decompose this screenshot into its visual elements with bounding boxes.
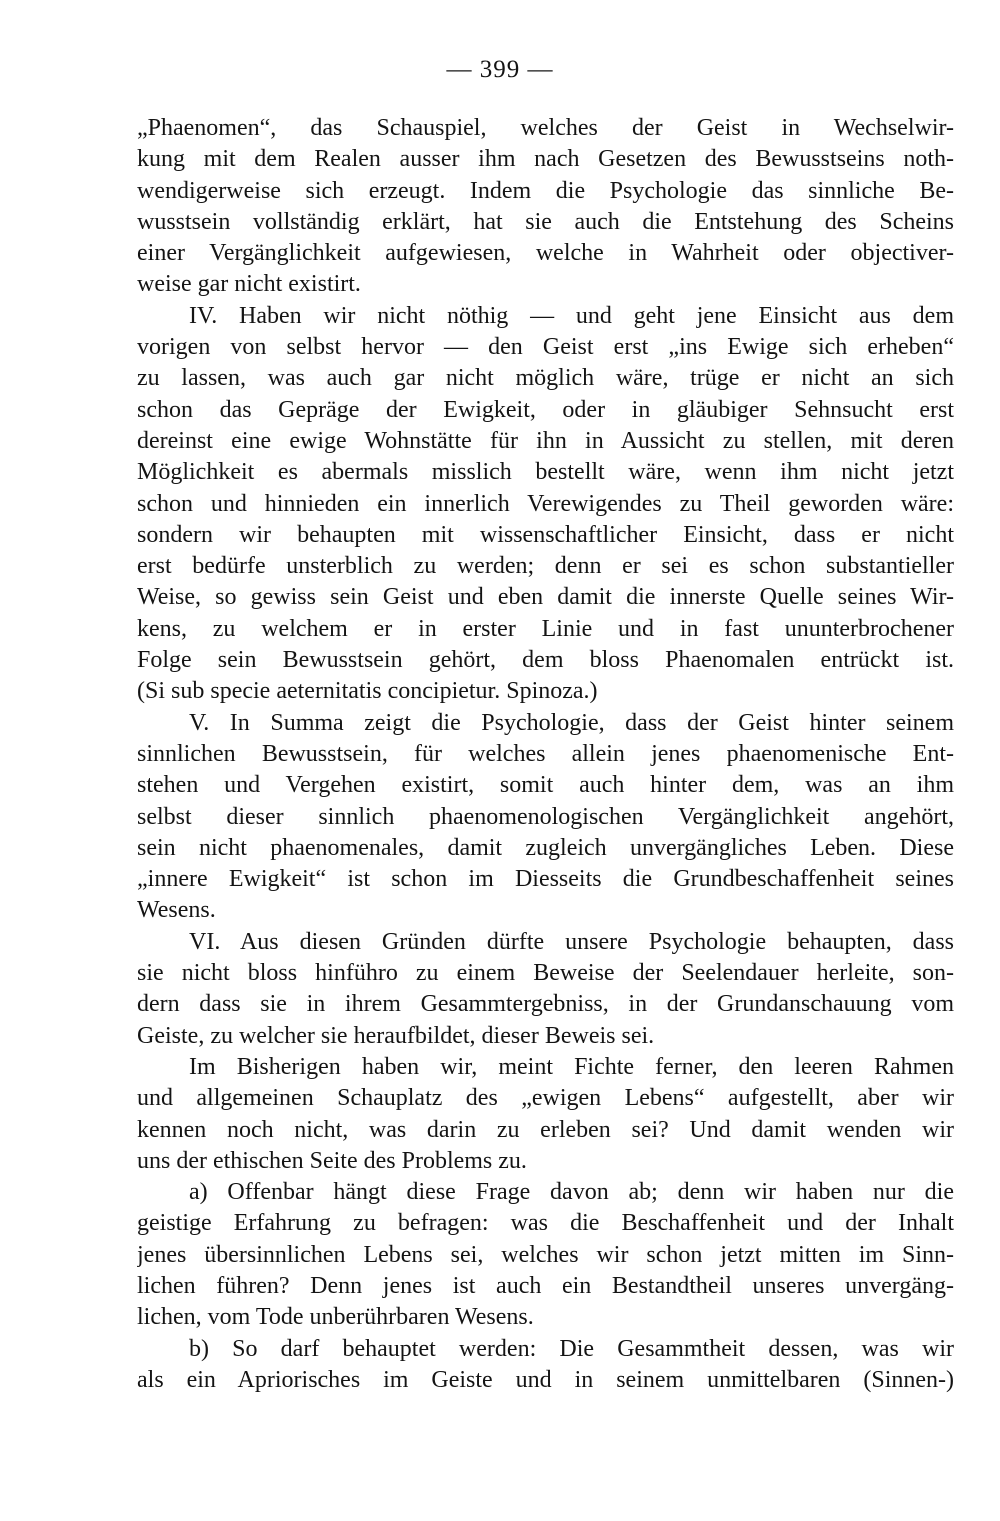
text-line: vorigen von selbst hervor — den Geist erst „ins Ewige sich erheben“ — [137, 334, 954, 361]
text-line: weise gar nicht existirt. — [137, 271, 361, 298]
text-line: b) So darf behauptet werden: Die Gesammtheit dessen, was wir — [189, 1335, 954, 1362]
text-line: V. In Summa zeigt die Psychologie, dass der Geist hinter seinem — [189, 709, 954, 736]
text-line: schon und hinnieden ein innerlich Verewigendes zu Theil geworden wäre: — [137, 490, 954, 517]
text-line: sie nicht bloss hinführo zu einem Beweise der Seelendauer herleite, son- — [137, 960, 954, 987]
text-line: jenes übersinnlichen Lebens sei, welches wir schon jetzt mitten im Sinn- — [137, 1241, 954, 1268]
text-line: lichen, vom Tode unberührbaren Wesens. — [137, 1304, 534, 1331]
text-line: Geiste, zu welcher sie heraufbildet, dieser Beweis sei. — [137, 1022, 655, 1049]
text-line: (Si sub specie aeternitatis concipietur. Spinoza.) — [137, 678, 598, 705]
text-line: und allgemeinen Schauplatz des „ewigen Lebens“ aufgestellt, aber wir — [137, 1085, 954, 1112]
text-line: kens, zu welchem er in erster Linie und in fast ununterbrochener — [137, 615, 954, 642]
text-line: wendigerweise sich erzeugt. Indem die Psychologie das sinnliche Be- — [137, 177, 954, 204]
text-line: IV. Haben wir nicht nöthig — und geht jene Einsicht aus dem — [189, 302, 954, 329]
text-line: sein nicht phaenomenales, damit zugleich unvergängliches Leben. Diese — [137, 834, 954, 861]
text-line: als ein Apriorisches im Geiste und in seinem unmittelbaren (Sinnen-) — [137, 1366, 954, 1393]
text-line: Wesens. — [137, 897, 216, 924]
text-line: VI. Aus diesen Gründen dürfte unsere Psychologie behaupten, dass — [189, 928, 954, 955]
text-line: uns der ethischen Seite des Problems zu. — [137, 1147, 527, 1174]
text-line: dereinst eine ewige Wohnstätte für ihn in Aussicht zu stellen, mit deren — [137, 427, 954, 454]
text-line: a) Offenbar hängt diese Frage davon ab; denn wir haben nur die — [189, 1179, 954, 1206]
text-line: sinnlichen Bewusstsein, für welches allein jenes phaenomenische Ent- — [137, 740, 954, 767]
text-line: stehen und Vergehen existirt, somit auch hinter dem, was an ihm — [137, 772, 954, 799]
text-line: sondern wir behaupten mit wissenschaftlicher Einsicht, dass er nicht — [137, 521, 954, 548]
text-line: geistige Erfahrung zu befragen: was die Beschaffenheit und der Inhalt — [137, 1210, 954, 1237]
text-line: Möglichkeit es abermals misslich bestellt wäre, wenn ihm nicht jetzt — [137, 459, 954, 486]
text-line: wusstsein vollständig erklärt, hat sie auch die Entstehung des Scheins — [137, 208, 954, 235]
text-line: Folge sein Bewusstsein gehört, dem bloss Phaenomalen entrückt ist. — [137, 647, 954, 674]
text-line: Im Bisherigen haben wir, meint Fichte ferner, den leeren Rahmen — [189, 1053, 954, 1080]
text-line: dern dass sie in ihrem Gesammtergebniss, in der Grundanschauung vom — [137, 991, 954, 1018]
text-line: selbst dieser sinnlich phaenomenologischen Vergänglichkeit angehört, — [137, 803, 954, 830]
text-line: schon das Gepräge der Ewigkeit, oder in gläubiger Sehnsucht erst — [137, 396, 954, 423]
text-line: Weise, so gewiss sein Geist und eben damit die innerste Quelle seines Wir- — [137, 584, 954, 611]
text-line: erst bedürfe unsterblich zu werden; denn er sei es schon substantieller — [137, 553, 954, 580]
text-line: „innere Ewigkeit“ ist schon im Diesseits die Grundbeschaffenheit seines — [137, 866, 954, 893]
text-line: kung mit dem Realen ausser ihm nach Gesetzen des Bewusstseins noth- — [137, 146, 954, 173]
text-line: einer Vergänglichkeit aufgewiesen, welche in Wahrheit oder objectiver- — [137, 240, 954, 267]
page-number: — 399 — — [446, 56, 554, 83]
text-line: zu lassen, was auch gar nicht möglich wäre, trüge er nicht an sich — [137, 365, 954, 392]
text-line: „Phaenomen“, das Schauspiel, welches der Geist in Wechselwir- — [137, 115, 954, 141]
text-line: kennen noch nicht, was darin zu erleben sei? Und damit wenden wir — [137, 1116, 954, 1143]
body-text — [137, 113, 954, 1396]
text-line: lichen führen? Denn jenes ist auch ein Bestandtheil unseres unvergäng- — [137, 1272, 954, 1299]
